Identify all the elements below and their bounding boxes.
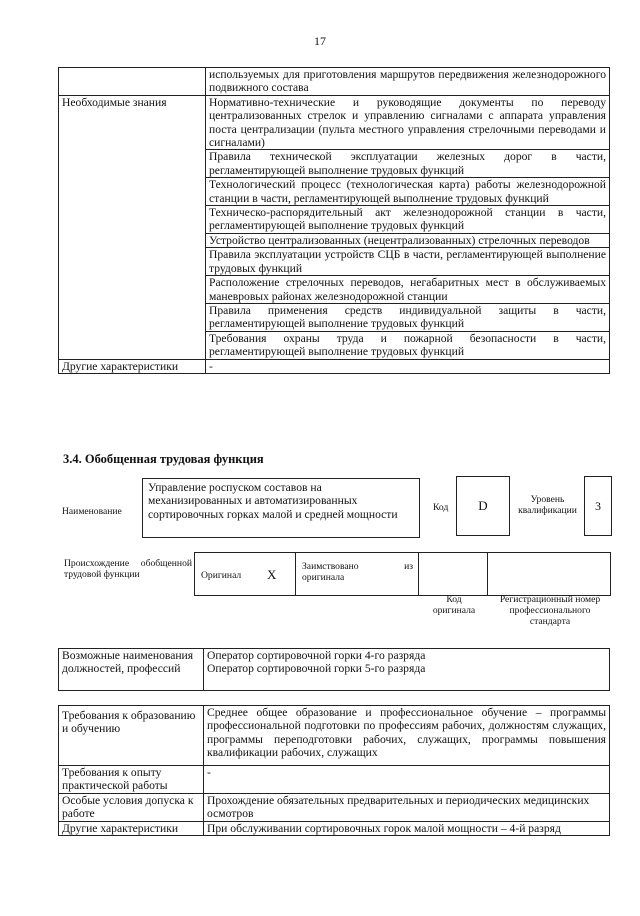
knowledge-label: Необходимые знания — [59, 95, 206, 359]
origin-label: Происхождение обобщенной трудовой функции — [64, 558, 192, 580]
knowledge-item: Расположение стрелочных переводов, негабаритных мест в обслуживаемых маневровых районах железнодорожной станции — [206, 276, 610, 304]
original-mark: X — [267, 567, 277, 582]
function-name: Управление роспуском составов на механизированных и автоматизированных сортировочных горках малой и средней мощности — [142, 478, 420, 538]
knowledge-item: Техническо-распорядительный акт железнодорожной станции в части, регламентирующей выполнение трудовых функций — [206, 206, 610, 234]
other-value: - — [206, 359, 610, 373]
code-value: D — [456, 476, 510, 536]
admission-value: Прохождение обязательных предварительных и периодических медицинских осмотров — [204, 793, 610, 821]
knowledge-item: Правила технической эксплуатации железных дорог в части, регламентирующей выполнение трудовых функций — [206, 150, 610, 178]
code-caption: Код оригинала — [432, 594, 476, 616]
positions-table — [58, 648, 610, 691]
position-name: Оператор сортировочной горки 4-го разряда — [207, 649, 426, 662]
reg-caption: Регистрационный номер профессионального стандарта — [499, 594, 601, 627]
empty-label-cell — [59, 68, 206, 96]
education-value: Среднее общее образование и профессиональное обучение – программы профессиональной подготовки по профессиям рабочих, должностям служащих, программы переподготовки рабочих, служащих, программы повышения квалификации рабочих, служащих — [204, 706, 610, 766]
borrowed-label: Заимствовано из оригинала — [302, 561, 413, 583]
original-label: Оригинал — [201, 570, 242, 581]
table-row — [59, 793, 610, 821]
table-row — [59, 766, 610, 794]
table-row — [59, 95, 610, 150]
experience-label: Требования к опыту практической работы — [59, 766, 204, 794]
original-cell — [194, 552, 296, 596]
code-label: Код — [433, 502, 449, 513]
knowledge-table — [58, 67, 610, 374]
knowledge-item: Нормативно-технические и руководящие документы по переводу централизованных стрелок и управлению сигналами с аппарата управления поста централизации (пульта местного управления стрелочными переводами и сигналами) — [206, 95, 610, 150]
knowledge-item: Правила эксплуатации устройств СЦБ в части, регламентирующей выполнение трудовых функций — [206, 248, 610, 276]
table-row — [59, 359, 610, 373]
origin-code-cell — [418, 552, 488, 596]
page-number: 17 — [314, 34, 326, 48]
other-characteristics-value: При обслуживании сортировочных горок малой мощности – 4-й разряд — [204, 821, 610, 835]
admission-label: Особые условия допуска к работе — [59, 793, 204, 821]
name-label: Наименование — [62, 506, 122, 517]
knowledge-item: Правила применения средств индивидуальной защиты в части, регламентирующей выполнение трудовых функций — [206, 303, 610, 331]
positions-label: Возможные наименования должностей, профессий — [59, 649, 204, 691]
other-characteristics-label: Другие характеристики — [59, 821, 204, 835]
position-name: Оператор сортировочной горки 5-го разряда — [207, 662, 426, 676]
reg-number-cell — [487, 552, 611, 596]
education-label: Требования к образованию и обучению — [59, 706, 204, 766]
knowledge-item: Устройство централизованных (нецентрализованных) стрелочных переводов — [206, 233, 610, 247]
table-row — [59, 68, 610, 96]
continuation-text: используемых для приготовления маршрутов передвижения железнодорожного подвижного состава — [206, 68, 610, 96]
table-row — [59, 821, 610, 835]
experience-value: - — [204, 766, 610, 794]
level-value: 3 — [584, 476, 612, 536]
borrowed-cell — [295, 552, 419, 596]
knowledge-item: Технологический процесс (технологическая карта) работы железнодорожной станции в части, регламентирующей выполнение трудовых функций — [206, 178, 610, 206]
positions-values — [204, 649, 610, 691]
section-heading: 3.4. Обобщенная трудовая функция — [63, 452, 264, 466]
table-row — [59, 706, 610, 766]
other-label: Другие характеристики — [59, 359, 206, 373]
requirements-table — [58, 705, 610, 836]
table-row — [59, 649, 610, 691]
level-label: Уровень квалификации — [518, 494, 577, 516]
knowledge-item: Требования охраны труда и пожарной безопасности в части, регламентирующей выполнение трудовых функций — [206, 331, 610, 359]
